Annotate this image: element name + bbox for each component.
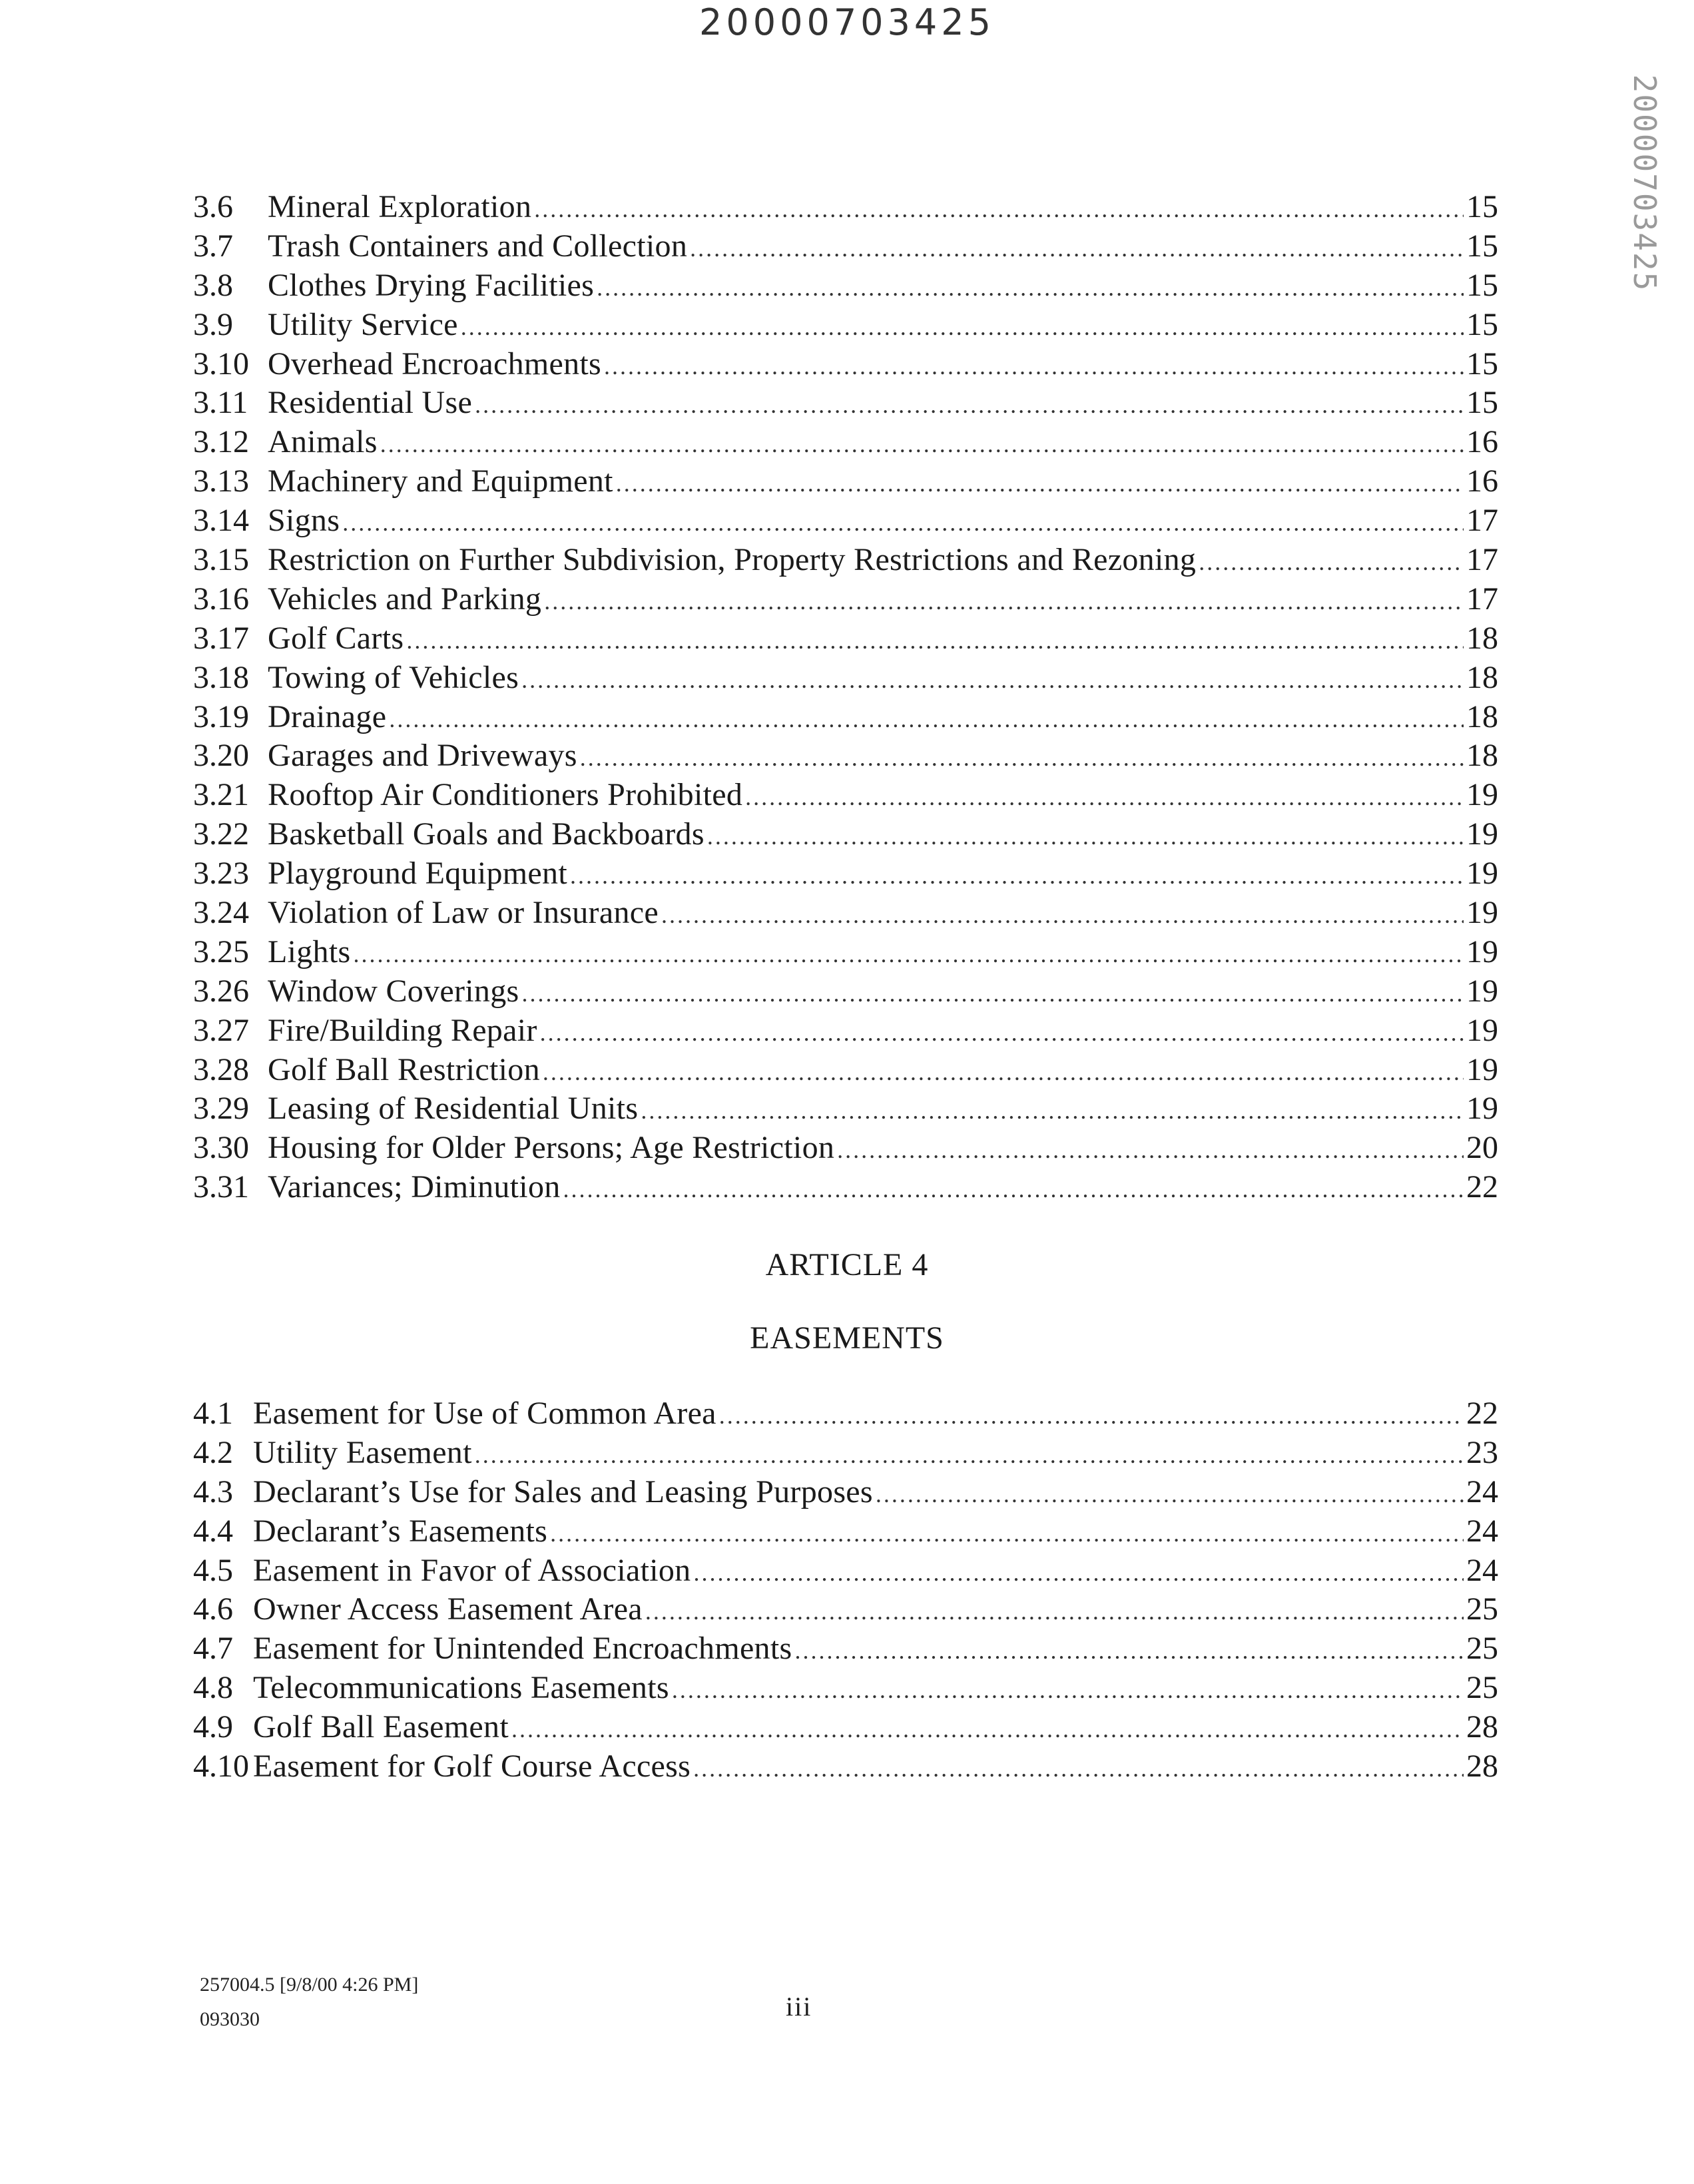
toc-entry [193, 972, 1498, 1011]
dot-leader [380, 425, 1464, 464]
toc-entry-number: 3.26 [193, 973, 249, 1009]
toc-entry-page: 15 [1466, 228, 1498, 264]
dot-leader [719, 1396, 1464, 1436]
toc-entry-page: 25 [1466, 1591, 1498, 1627]
dot-leader [1199, 543, 1464, 582]
dot-leader [461, 308, 1464, 347]
toc-entry-number: 4.6 [193, 1591, 233, 1627]
toc-entry-title: Machinery and Equipment [268, 463, 613, 499]
toc-entry [193, 1512, 1498, 1551]
toc-entry-title: Declarant’s Use for Sales and Leasing Purposes [253, 1474, 873, 1509]
toc-entry-page: 24 [1466, 1552, 1498, 1588]
toc-entry-title: Violation of Law or Insurance [268, 895, 659, 931]
dot-leader [837, 1131, 1464, 1170]
toc-entry-title: Fire/Building Repair [268, 1012, 537, 1048]
toc-entry-number: 3.22 [193, 816, 249, 852]
toc-entry-page: 15 [1466, 189, 1498, 224]
toc-entry-page: 19 [1466, 1051, 1498, 1087]
toc-entry-number: 3.9 [193, 306, 233, 342]
toc-entry-number: 3.11 [193, 385, 248, 421]
toc-entry-page: 15 [1466, 385, 1498, 421]
toc-entry-title: Lights [268, 934, 351, 969]
toc-entry-title: Vehicles and Parking [268, 581, 542, 617]
toc-entry-number: 4.8 [193, 1670, 233, 1706]
toc-entry-title: Utility Easement [253, 1434, 472, 1470]
toc-entry-page: 22 [1466, 1169, 1498, 1205]
dot-leader [645, 1592, 1464, 1631]
toc-entry-page: 18 [1466, 620, 1498, 656]
toc-entry [193, 1629, 1498, 1669]
toc-entry-page: 25 [1466, 1670, 1498, 1706]
toc-entry-title: Golf Ball Restriction [268, 1051, 540, 1087]
toc-entry-number: 4.5 [193, 1552, 233, 1588]
toc-entry-number: 3.25 [193, 934, 249, 969]
toc-entry-number: 3.6 [193, 189, 233, 224]
toc-entry-page: 22 [1466, 1396, 1498, 1431]
toc-entry-page: 17 [1466, 542, 1498, 578]
toc-entry-number: 3.31 [193, 1169, 249, 1205]
toc-entry-number: 3.21 [193, 777, 249, 813]
toc-entry-page: 19 [1466, 1012, 1498, 1048]
toc-entry [193, 266, 1498, 306]
toc-entry [193, 1590, 1498, 1629]
toc-entry-number: 3.23 [193, 856, 249, 892]
toc-entry-title: Utility Service [268, 306, 458, 342]
toc-entry [193, 345, 1498, 384]
toc-entry-page: 20 [1466, 1130, 1498, 1166]
dot-leader [616, 464, 1464, 503]
toc-entry-page: 19 [1466, 777, 1498, 813]
toc-entry-title: Mineral Exploration [268, 189, 532, 224]
dot-leader [563, 1170, 1464, 1209]
toc-entry-page: 25 [1466, 1631, 1498, 1667]
toc-entry-title: Trash Containers and Collection [268, 228, 688, 264]
toc-entry-page: 28 [1466, 1749, 1498, 1784]
dot-leader [597, 268, 1464, 308]
toc-entry-title: Drainage [268, 698, 387, 734]
toc-entry [193, 227, 1498, 266]
dot-leader [693, 1749, 1464, 1788]
toc-entry [193, 894, 1498, 933]
toc-entry-title: Easement for Use of Common Area [253, 1396, 716, 1431]
toc-entry-title: Easement for Unintended Encroachments [253, 1631, 792, 1667]
toc-entry-title: Variances; Diminution [268, 1169, 561, 1205]
toc-entry-page: 19 [1466, 895, 1498, 931]
dot-leader [534, 190, 1464, 229]
toc-entry-number: 3.16 [193, 581, 249, 617]
toc-entry [193, 541, 1498, 580]
toc-entry-number: 3.30 [193, 1130, 249, 1166]
dot-leader [543, 1053, 1464, 1092]
toc-entry-number: 3.10 [193, 346, 249, 382]
side-stamp: 20000703425 [1627, 74, 1663, 292]
footer-doc-ref: 257004.5 [9/8/00 4:26 PM] [200, 1974, 419, 1996]
article-title: EASEMENTS [750, 1320, 944, 1356]
toc-entry-page: 17 [1466, 581, 1498, 617]
toc-entry [193, 423, 1498, 462]
dot-leader [521, 661, 1464, 700]
toc-entry-page: 18 [1466, 698, 1498, 734]
dot-leader [570, 856, 1464, 896]
dot-leader [544, 582, 1464, 621]
toc-entry-title: Telecommunications Easements [253, 1670, 669, 1706]
toc-entry-number: 3.20 [193, 738, 249, 774]
toc-entry-number: 3.24 [193, 895, 249, 931]
toc-entry-number: 3.13 [193, 463, 249, 499]
toc-entry [193, 619, 1498, 659]
toc-entry [193, 306, 1498, 345]
dot-leader [406, 621, 1464, 661]
toc-entry [193, 1551, 1498, 1591]
toc-section-3 [193, 188, 1498, 1207]
toc-entry [193, 384, 1498, 423]
toc-entry-page: 15 [1466, 306, 1498, 342]
toc-entry-title: Signs [268, 503, 340, 539]
toc-entry [193, 1747, 1498, 1786]
toc-entry-page: 24 [1466, 1513, 1498, 1549]
toc-entry [193, 1434, 1498, 1473]
toc-entry [193, 1394, 1498, 1434]
toc-entry-number: 4.4 [193, 1513, 233, 1549]
dot-leader [540, 1013, 1464, 1053]
toc-entry [193, 1168, 1498, 1207]
toc-entry-title: Overhead Encroachments [268, 346, 602, 382]
toc-entry [193, 462, 1498, 501]
toc-entry-number: 3.14 [193, 503, 249, 539]
toc-entry-title: Garages and Driveways [268, 738, 577, 774]
toc-entry-number: 4.3 [193, 1474, 233, 1509]
dot-leader [661, 896, 1464, 935]
toc-entry-title: Animals [268, 424, 378, 460]
toc-entry-number: 4.7 [193, 1631, 233, 1667]
page-number: iii [786, 1992, 812, 2022]
toc-entry [193, 1669, 1498, 1708]
toc-entry-page: 28 [1466, 1709, 1498, 1745]
toc-entry-title: Golf Ball Easement [253, 1709, 509, 1745]
dot-leader [745, 778, 1464, 817]
toc-entry [193, 736, 1498, 776]
dot-leader [641, 1091, 1464, 1131]
document-number: 20000703425 [699, 1, 995, 43]
toc-entry-number: 3.17 [193, 620, 249, 656]
toc-entry-title: Easement in Favor of Association [253, 1552, 691, 1588]
toc-entry-page: 15 [1466, 346, 1498, 382]
toc-entry [193, 188, 1498, 227]
toc-entry-page: 18 [1466, 659, 1498, 695]
toc-entry-number: 3.7 [193, 228, 233, 264]
toc-entry-title: Basketball Goals and Backboards [268, 816, 705, 852]
dot-leader [475, 386, 1464, 425]
dot-leader [580, 738, 1464, 778]
toc-entry-page: 19 [1466, 1091, 1498, 1127]
toc-entry [193, 659, 1498, 698]
dot-leader [550, 1514, 1464, 1553]
toc-entry-number: 3.29 [193, 1091, 249, 1127]
toc-entry-title: Residential Use [268, 385, 473, 421]
dot-leader [693, 1553, 1464, 1593]
dot-leader [389, 700, 1464, 739]
dot-leader [690, 229, 1464, 268]
dot-leader [604, 347, 1464, 386]
toc-entry [193, 1089, 1498, 1129]
dot-leader [876, 1475, 1464, 1514]
toc-entry [193, 1011, 1498, 1051]
toc-section-4 [193, 1394, 1498, 1786]
dot-leader [342, 503, 1464, 543]
article-heading: ARTICLE 4 [765, 1247, 929, 1282]
toc-entry-number: 3.15 [193, 542, 249, 578]
toc-entry-title: Clothes Drying Facilities [268, 267, 595, 303]
toc-entry-title: Declarant’s Easements [253, 1513, 548, 1549]
toc-entry [193, 501, 1498, 541]
toc-entry-number: 3.18 [193, 659, 249, 695]
dot-leader [672, 1671, 1464, 1710]
toc-entry-number: 4.1 [193, 1396, 233, 1431]
toc-entry-number: 4.10 [193, 1749, 249, 1784]
toc-entry-title: Owner Access Easement Area [253, 1591, 643, 1627]
toc-entry-page: 19 [1466, 973, 1498, 1009]
footer-matter-number: 093030 [200, 2008, 260, 2030]
dot-leader [522, 974, 1464, 1013]
toc-entry-number: 4.2 [193, 1434, 233, 1470]
toc-entry [193, 933, 1498, 972]
dot-leader [794, 1631, 1464, 1671]
toc-entry [193, 1708, 1498, 1747]
toc-entry-page: 19 [1466, 816, 1498, 852]
toc-entry-title: Housing for Older Persons; Age Restriction [268, 1130, 835, 1166]
toc-entry-page: 19 [1466, 934, 1498, 969]
toc-entry-title: Leasing of Residential Units [268, 1091, 639, 1127]
toc-entry [193, 776, 1498, 815]
toc-entry [193, 1051, 1498, 1090]
toc-entry [193, 815, 1498, 854]
dot-leader [511, 1710, 1464, 1749]
toc-entry [193, 854, 1498, 894]
toc-entry-number: 3.8 [193, 267, 233, 303]
toc-entry-page: 16 [1466, 463, 1498, 499]
toc-entry [193, 1129, 1498, 1168]
dot-leader [475, 1436, 1464, 1475]
toc-entry-number: 3.27 [193, 1012, 249, 1048]
toc-entry-number: 3.28 [193, 1051, 249, 1087]
toc-entry-title: Playground Equipment [268, 856, 567, 892]
toc-entry-number: 3.12 [193, 424, 249, 460]
toc-entry-page: 19 [1466, 856, 1498, 892]
dot-leader [707, 817, 1464, 856]
toc-entry-page: 18 [1466, 738, 1498, 774]
toc-entry-page: 17 [1466, 503, 1498, 539]
toc-entry-title: Rooftop Air Conditioners Prohibited [268, 777, 743, 813]
toc-entry-page: 15 [1466, 267, 1498, 303]
toc-entry-title: Restriction on Further Subdivision, Property Restrictions and Rezoning [268, 542, 1197, 578]
toc-entry-title: Towing of Vehicles [268, 659, 519, 695]
toc-entry-title: Golf Carts [268, 620, 404, 656]
toc-entry-number: 3.19 [193, 698, 249, 734]
toc-entry-title: Window Coverings [268, 973, 519, 1009]
toc-entry-page: 23 [1466, 1434, 1498, 1470]
toc-entry-page: 16 [1466, 424, 1498, 460]
toc-entry [193, 1473, 1498, 1512]
toc-entry [193, 580, 1498, 619]
toc-entry-title: Easement for Golf Course Access [253, 1749, 691, 1784]
toc-entry-page: 24 [1466, 1474, 1498, 1509]
dot-leader [353, 935, 1464, 974]
toc-entry [193, 698, 1498, 737]
toc-entry-number: 4.9 [193, 1709, 233, 1745]
